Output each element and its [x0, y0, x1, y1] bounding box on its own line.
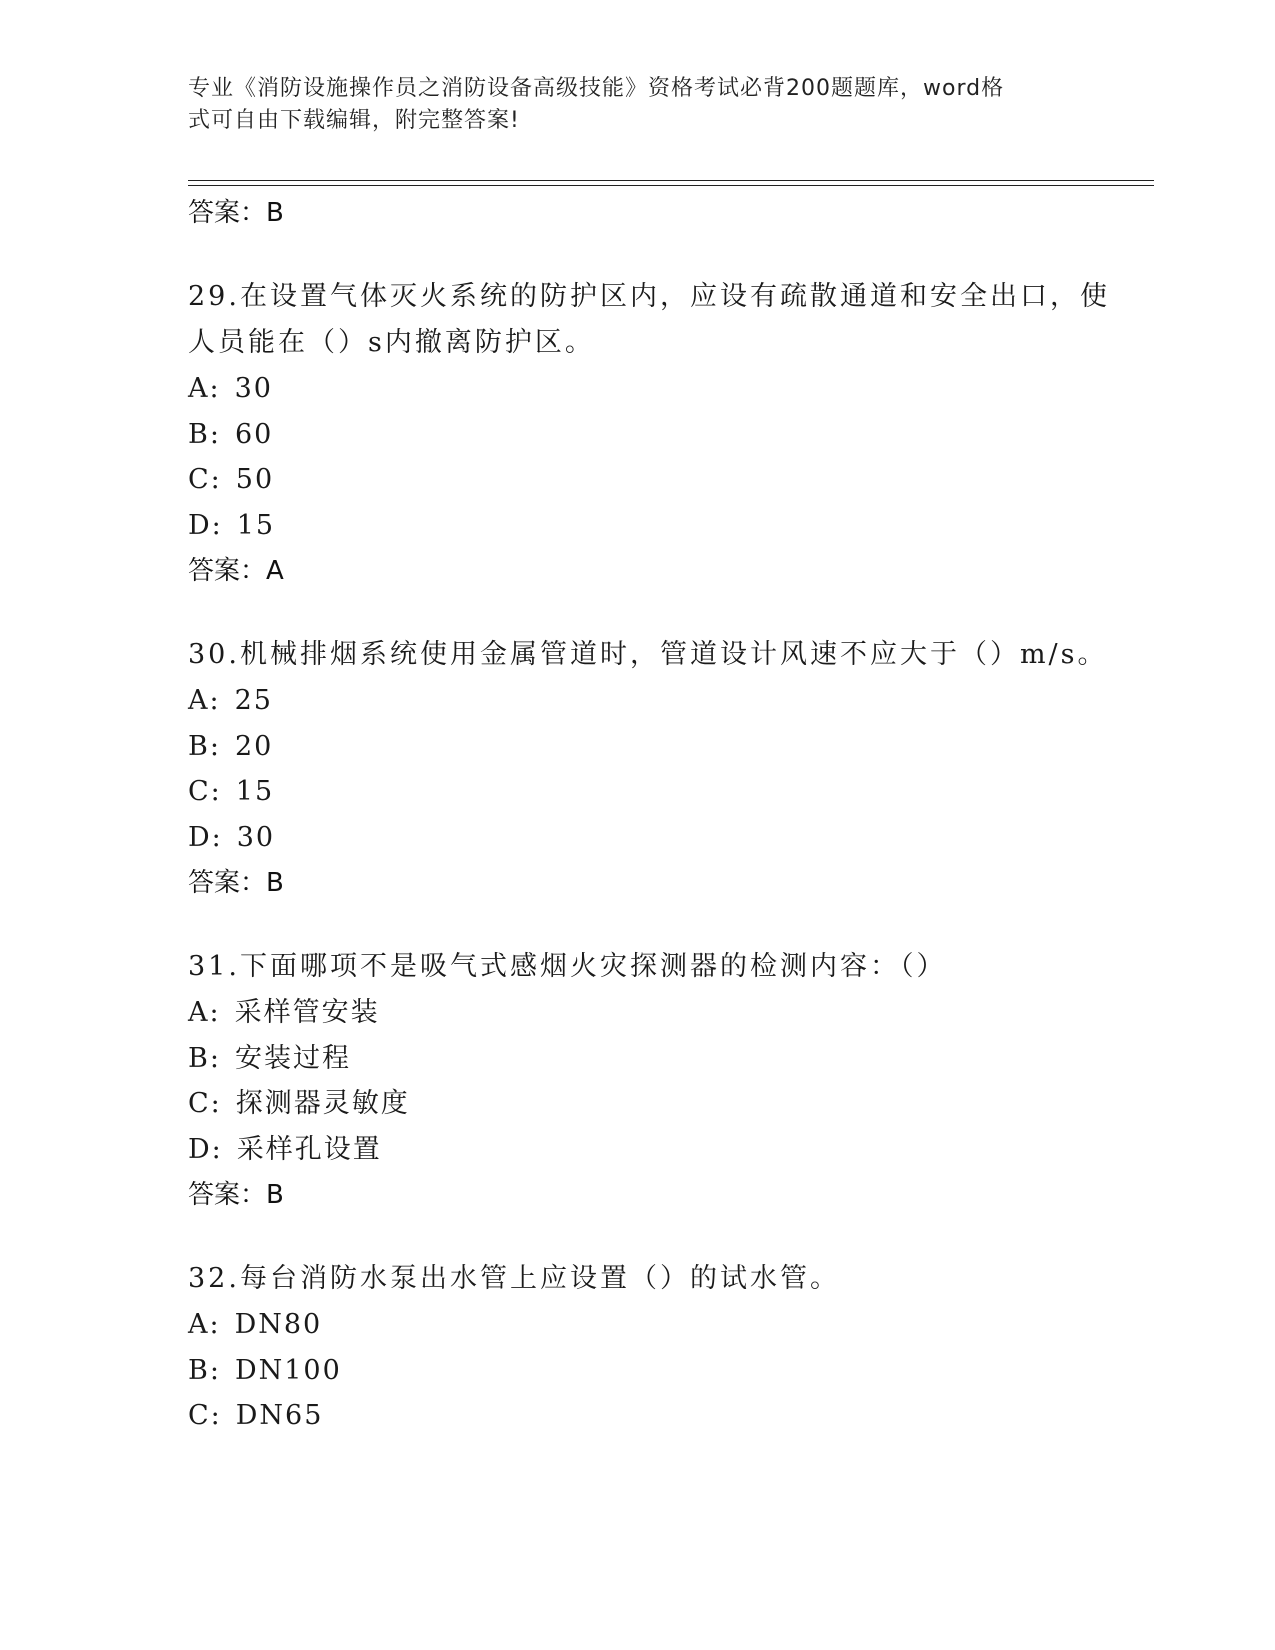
option-text: 30: [234, 373, 273, 404]
option-text: 20: [234, 730, 274, 762]
option-text: 采样管安装: [234, 997, 380, 1028]
option-text: DN100: [234, 1354, 342, 1386]
option-letter: C:: [188, 1400, 222, 1431]
option-a: [188, 1302, 1148, 1348]
option-text: DN65: [235, 1400, 324, 1431]
option-text: 50: [235, 464, 275, 495]
option-a: [188, 990, 1148, 1036]
question-text: [188, 1256, 1148, 1302]
option-c: [188, 457, 1148, 503]
option-a: [188, 366, 1148, 412]
option-text: 15: [236, 509, 276, 541]
question-text-line: 32.每台消防水泵出水管上应设置（）的试水管。: [188, 1263, 840, 1294]
question-text-line: 30.机械排烟系统使用金属管道时，管道设计风速不应大于（）m/s。: [188, 639, 1108, 670]
option-text: 30: [236, 821, 276, 853]
option-letter: A:: [188, 373, 221, 404]
answer-line: 答案：B: [188, 868, 284, 898]
question-list: [188, 190, 1148, 1439]
header-line-2: 式可自由下载编辑，附完整答案!: [188, 108, 520, 133]
option-d: [188, 815, 1148, 861]
header-line-1: 专业《消防设施操作员之消防设备高级技能》资格考试必背200题题库，word格: [188, 76, 1005, 101]
question-32: [188, 1256, 1148, 1439]
option-letter: D:: [188, 821, 223, 853]
question-31: [188, 944, 1148, 1218]
question-text-line: 人员能在（）s内撤离防护区。: [188, 327, 595, 358]
option-text: DN80: [234, 1309, 323, 1340]
option-letter: A:: [188, 1309, 221, 1340]
option-c: [188, 1393, 1148, 1439]
option-d: [188, 1127, 1148, 1173]
option-c: [188, 1081, 1148, 1127]
option-letter: C:: [188, 776, 222, 807]
option-letter: A:: [188, 685, 221, 716]
option-letter: A:: [188, 997, 221, 1028]
option-text: 60: [234, 418, 274, 450]
option-c: [188, 769, 1148, 815]
header-divider-bottom: [188, 185, 1154, 186]
option-text: 25: [234, 685, 273, 716]
option-d: [188, 503, 1148, 549]
option-b: [188, 1348, 1148, 1394]
option-letter: B:: [188, 1354, 221, 1386]
option-b: [188, 724, 1148, 770]
option-letter: D:: [188, 509, 223, 541]
question-29: [188, 274, 1148, 594]
option-a: [188, 678, 1148, 724]
header-divider-top: [188, 180, 1154, 181]
question-text-line: 29.在设置气体灭火系统的防护区内，应设有疏散通道和安全出口，使: [188, 281, 1110, 312]
question-text: [188, 944, 1148, 990]
option-b: [188, 412, 1148, 458]
option-text: 采样孔设置: [236, 1133, 382, 1165]
question-text: [188, 632, 1148, 678]
option-letter: D:: [188, 1133, 223, 1165]
question-text-line: 31.下面哪项不是吸气式感烟火灾探测器的检测内容：（）: [188, 951, 947, 982]
question-30: [188, 632, 1148, 906]
answer-line: 答案：B: [188, 198, 284, 228]
option-text: 安装过程: [234, 1042, 351, 1074]
question-text: [188, 274, 1148, 366]
answer-line: 答案：B: [188, 1180, 284, 1210]
option-text: 探测器灵敏度: [235, 1088, 410, 1119]
option-letter: B:: [188, 730, 221, 762]
answer-line: 答案：A: [188, 556, 284, 586]
option-letter: C:: [188, 464, 222, 495]
option-letter: B:: [188, 418, 221, 450]
option-letter: C:: [188, 1088, 222, 1119]
option-letter: B:: [188, 1042, 221, 1074]
option-text: 15: [235, 776, 275, 807]
page-header: [188, 73, 1068, 137]
option-b: [188, 1036, 1148, 1082]
